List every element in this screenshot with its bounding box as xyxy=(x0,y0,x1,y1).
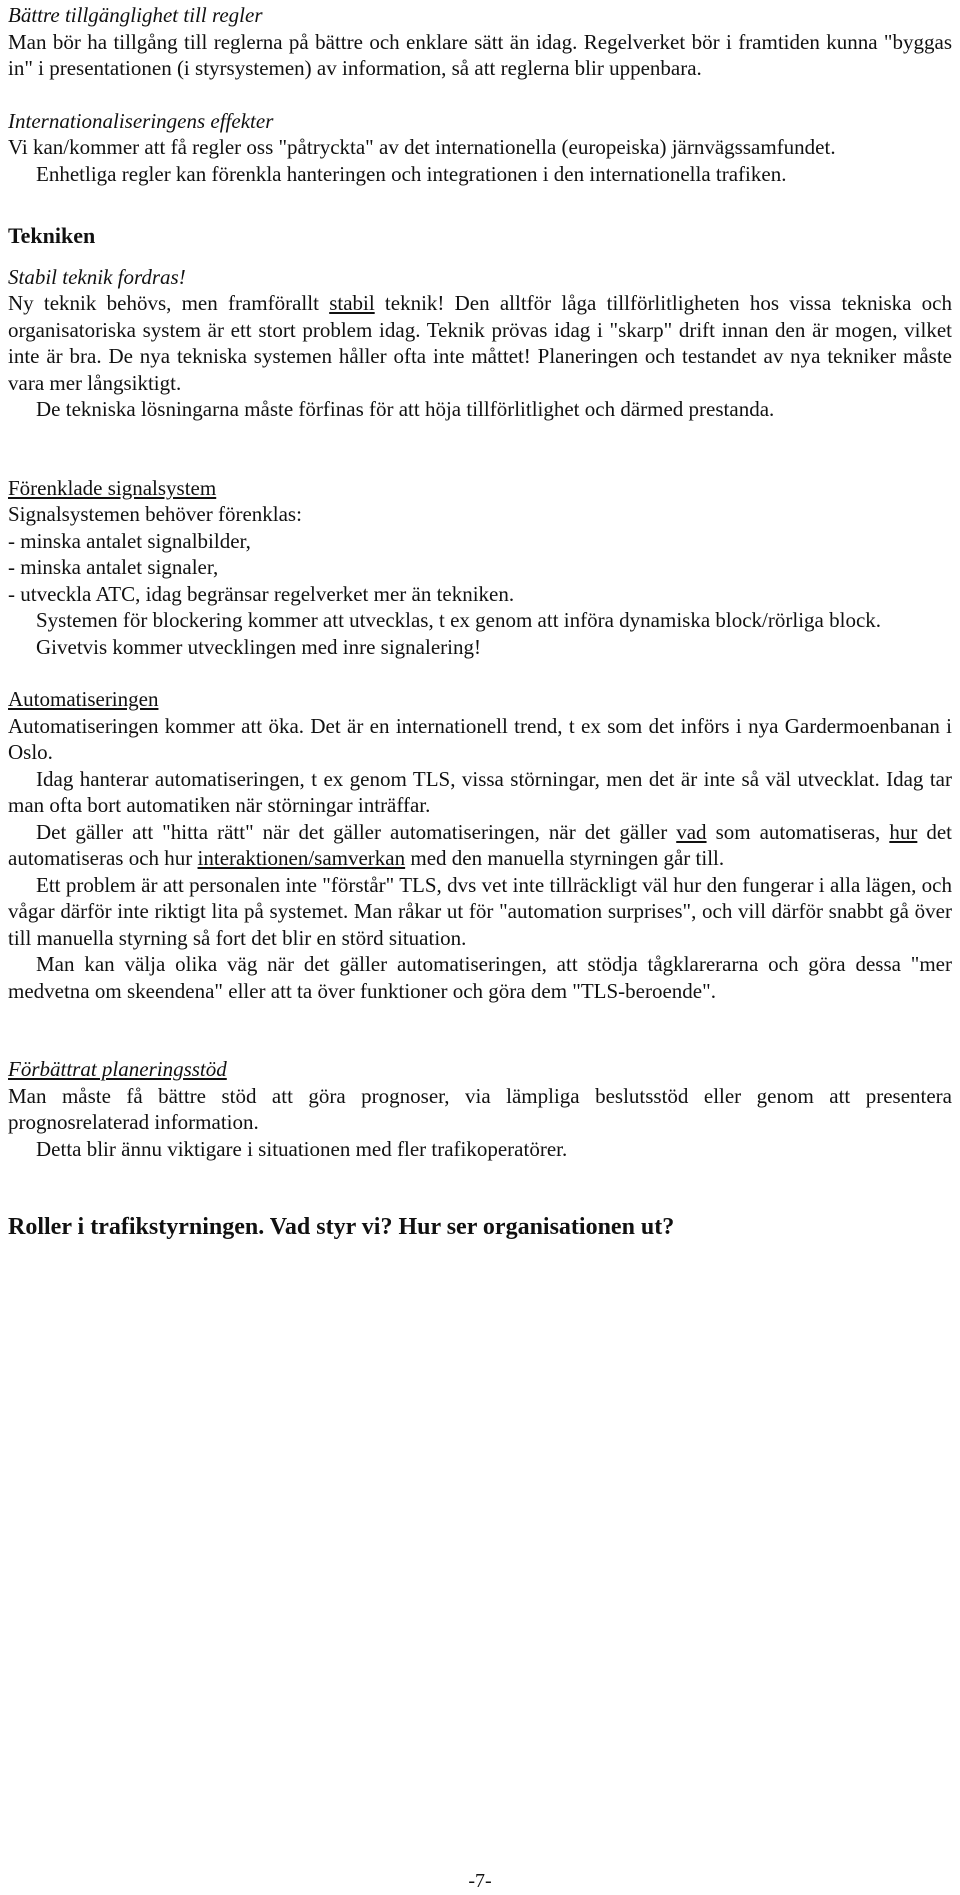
underlined-text: stabil xyxy=(329,291,375,315)
section-heading xyxy=(8,686,952,713)
paragraph: De tekniska lösningarna måste förfinas för att höja tillförlitlighet och därmed prestanda. xyxy=(36,397,775,421)
spacer xyxy=(8,187,952,223)
spacer xyxy=(8,1162,952,1214)
paragraph: Man kan välja olika väg när det gäller automatiseringen, att stödja tågklarerarna och göra dessa "mer medvetna om skeendena" eller att ta över funktioner och göra dem "TLS-beroende". xyxy=(8,952,952,1003)
section-signalsystem xyxy=(8,475,952,661)
chapter-heading: Tekniken xyxy=(8,223,96,248)
text-run: som automatiseras, xyxy=(706,819,890,844)
underlined-heading: Förbättrat planeringsstöd xyxy=(8,1057,227,1081)
paragraph: Ett problem är att personalen inte "förstår" TLS, dvs vet inte tillräckligt väl hur den fungerar i alla lägen, och vågar därför inte riktigt lita på systemet. Man råkar ut för "automation surprises", och vill därför snabbt gå över till manuella styrning så fort det blir en störd situation. xyxy=(8,872,952,950)
section-heading: Bättre tillgänglighet till regler xyxy=(8,3,263,27)
page-number: -7- xyxy=(468,1870,492,1892)
underlined-heading: Automatiseringen xyxy=(8,687,159,711)
paragraph xyxy=(8,290,952,396)
underlined-text: hur xyxy=(889,819,918,844)
section-heading: Internationaliseringens effekter xyxy=(8,108,274,133)
list-item: - minska antalet signalbilder, xyxy=(8,528,251,553)
document-page xyxy=(8,2,952,1241)
section-heading xyxy=(8,1056,952,1083)
paragraph: Automatiseringen kommer att öka. Det är en internationell trend, t ex som det införs i nya Gardermoenbanan i Oslo. xyxy=(8,713,952,764)
paragraph: Idag hanterar automatiseringen, t ex genom TLS, vissa störningar, men det är inte så väl utvecklat. Idag tar man ofta bort automatiken när störningar inträffar. xyxy=(8,766,952,817)
paragraph: Man måste få bättre stöd att göra prognoser, via lämpliga beslutsstöd eller genom att presentera prognosrelaterad information. xyxy=(8,1083,952,1134)
paragraph: Systemen för blockering kommer att utvecklas, t ex genom att införa dynamiska block/rörliga block. xyxy=(36,608,882,632)
section-regler-tillganglighet xyxy=(8,2,952,82)
section-heading xyxy=(8,475,952,502)
section-automatiseringen xyxy=(8,686,952,1004)
paragraph: Man bör ha tillgång till reglerna på bättre och enklare sätt än idag. Regelverket bör i framtiden kunna "byggas in" i presentationen (i styrsystemen) av information, så att reglerna blir uppenbara. xyxy=(8,29,952,80)
paragraph: Enhetliga regler kan förenkla hanteringen och integrationen i den internationella trafiken. xyxy=(36,161,787,186)
spacer xyxy=(8,82,952,108)
list-item: - minska antalet signaler, xyxy=(8,555,219,579)
text-run: med den manuella styrningen går till. xyxy=(405,846,725,870)
chapter-heading-roller: Roller i trafikstyrningen. Vad styr vi? Hur ser organisationen ut? xyxy=(8,1214,675,1240)
text-run: teknik! Den alltför låga tillförlitligheten hos vissa tekniska och organisatoriska system är ett stort problem idag. Teknik prövas idag i "skarp" drift innan den är mogen, vilket inte är bra. De nya tekniska systemen håller ofta inte måttet! Planeringen och testandet av nya tekniker måste vara mer långsiktigt. xyxy=(8,291,952,395)
text-run: det automatiseras och hur xyxy=(8,819,953,870)
text-run: Det gäller att "hitta rätt" när det gäller automatiseringen, när det gäller xyxy=(36,819,677,844)
paragraph: Signalsystemen behöver förenklas: xyxy=(8,502,302,526)
paragraph xyxy=(8,819,952,872)
underlined-text: interaktionen/samverkan xyxy=(197,846,406,870)
paragraph: Givetvis kommer utvecklingen med inre signalering! xyxy=(36,634,481,659)
underlined-text: vad xyxy=(676,819,707,844)
spacer xyxy=(8,1004,952,1056)
spacer xyxy=(8,423,952,475)
spacer xyxy=(8,660,952,686)
underlined-heading: Förenklade signalsystem xyxy=(8,475,217,500)
list-item: - utveckla ATC, idag begränsar regelverket mer än tekniken. xyxy=(8,581,515,606)
section-internationalisering xyxy=(8,108,952,188)
section-heading: Stabil teknik fordras! xyxy=(8,264,186,289)
section-planeringsstod xyxy=(8,1056,952,1162)
paragraph: Detta blir ännu viktigare i situationen med fler trafikoperatörer. xyxy=(36,1136,568,1161)
text-run: Ny teknik behövs, men framförallt xyxy=(8,291,330,315)
section-tekniken xyxy=(8,223,952,423)
paragraph: Vi kan/kommer att få regler oss "påtryckta" av det internationella (europeiska) järnvägssamfundet. xyxy=(8,135,836,159)
